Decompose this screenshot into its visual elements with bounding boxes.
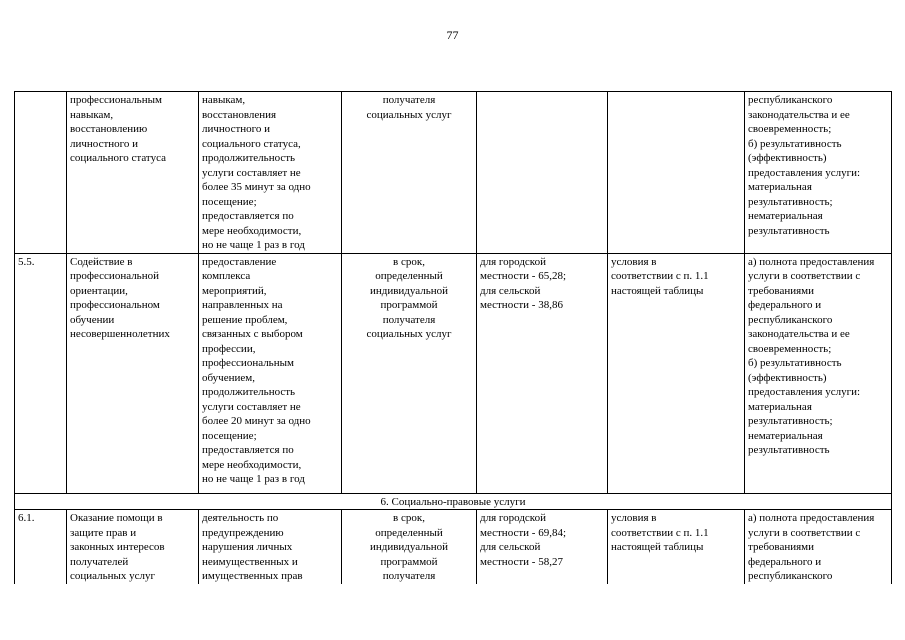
service-description: навыкам, восстановления личностного и социального статуса, продолжительность услуги составляет не более 35 минут за одно посещение; предоставляется по мере необходимости, но не чаще 1 раз в год bbox=[199, 92, 342, 254]
section-title: 6. Социально-правовые услуги bbox=[15, 493, 892, 510]
service-name: Содействие в профессиональной ориентации, профессиональном обучении несовершеннолетних bbox=[67, 253, 199, 493]
table-row bbox=[15, 253, 892, 493]
service-tariff bbox=[477, 92, 608, 254]
quality-indicators: а) полнота предоставления услуги в соответствии с требованиями федерального и республиканского bbox=[745, 510, 892, 585]
quality-indicators: а) полнота предоставления услуги в соответствии с требованиями федерального и республиканского законодательства и ее своевременность; б) результативность (эффективность) предоставления услуги: материальная результативность; нематериальная результативность bbox=[745, 253, 892, 493]
quality-indicators: республиканского законодательства и ее своевременность; б) результативность (эффективность) предоставления услуги: материальная результативность; нематериальная результативность bbox=[745, 92, 892, 254]
service-tariff: для городской местности - 69,84; для сельской местности - 58,27 bbox=[477, 510, 608, 585]
table-row bbox=[15, 92, 892, 254]
service-term: в срок, определенный индивидуальной программой получателя социальных услуг bbox=[342, 253, 477, 493]
service-conditions bbox=[608, 92, 745, 254]
service-description: предоставление комплекса мероприятий, направленных на решение проблем, связанных с выбором профессии, профессиональным обучением, продолжительность услуги составляет не более 20 минут за одно посещение; предоставляется по мере необходимости, но не чаще 1 раз в год bbox=[199, 253, 342, 493]
service-conditions: условия в соответствии с п. 1.1 настоящей таблицы bbox=[608, 510, 745, 585]
page-number: 77 bbox=[446, 28, 459, 42]
service-name: Оказание помощи в защите прав и законных интересов получателей социальных услуг bbox=[67, 510, 199, 585]
row-number bbox=[15, 92, 67, 254]
service-term: получателя социальных услуг bbox=[342, 92, 477, 254]
table-row bbox=[15, 510, 892, 585]
row-number: 6.1. bbox=[15, 510, 67, 585]
service-description: деятельность по предупреждению нарушения личных неимущественных и имущественных прав bbox=[199, 510, 342, 585]
service-name: профессиональным навыкам, восстановлению личностного и социального статуса bbox=[67, 92, 199, 254]
service-term: в срок, определенный индивидуальной программой получателя bbox=[342, 510, 477, 585]
row-number: 5.5. bbox=[15, 253, 67, 493]
services-table bbox=[14, 91, 892, 584]
service-conditions: условия в соответствии с п. 1.1 настоящей таблицы bbox=[608, 253, 745, 493]
section-header-row bbox=[15, 493, 892, 510]
service-tariff: для городской местности - 65,28; для сельской местности - 38,86 bbox=[477, 253, 608, 493]
